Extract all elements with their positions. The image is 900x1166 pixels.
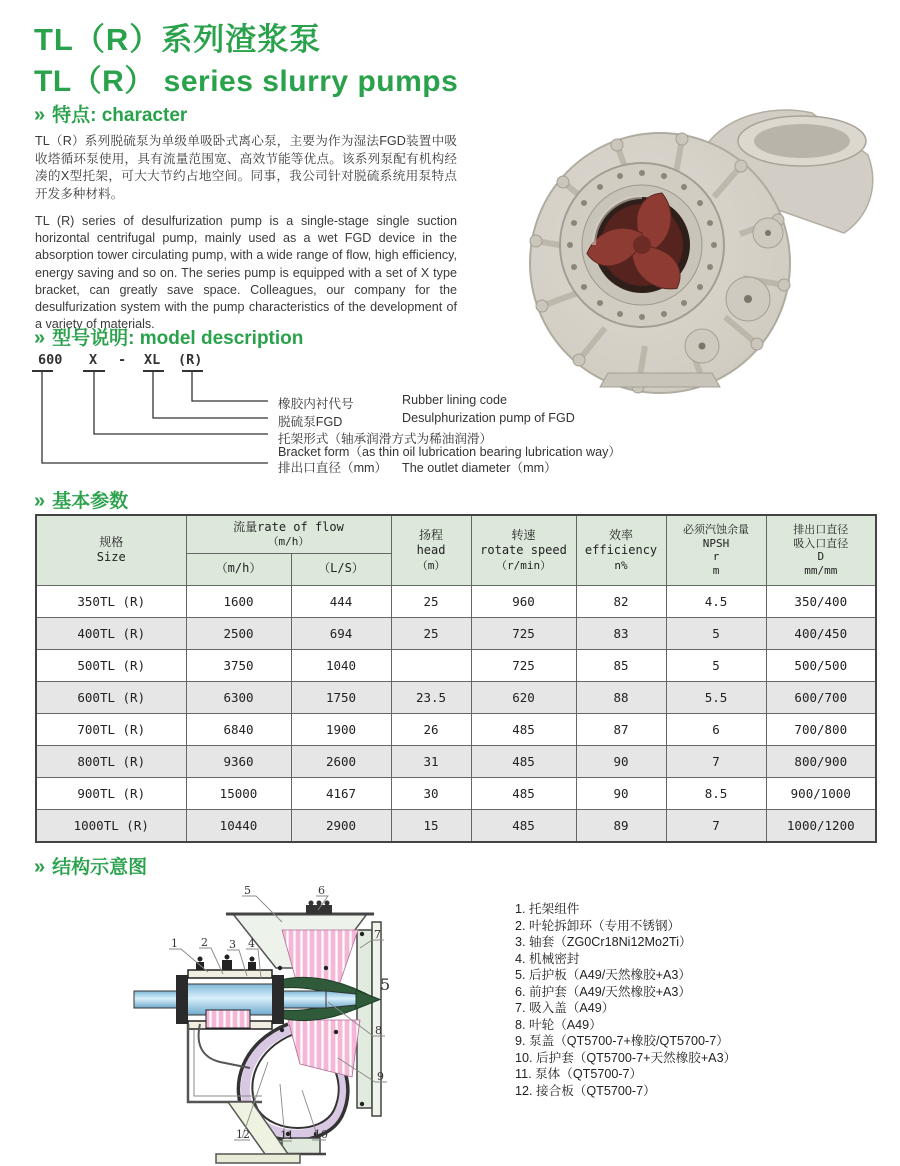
- table-row: [36, 617, 876, 649]
- table-row: [36, 745, 876, 777]
- section-heading-model-zh: 型号说明:: [52, 328, 135, 349]
- page-title-en: TL（R） series slurry pumps: [34, 65, 459, 98]
- parts-list-item: 7. 吸入盖（A49）: [515, 1001, 615, 1015]
- section-marker-icon: »: [34, 490, 46, 512]
- callout-5-top: 5: [244, 884, 251, 897]
- parts-list-item: 2. 叶轮拆卸环（专用不锈钢）: [515, 918, 681, 933]
- col-header-diameter: 排出口直径 吸入口直径 D mm/mm: [766, 515, 876, 585]
- model-diagram-lines: [25, 358, 285, 473]
- table-cell: 350/400: [766, 585, 876, 617]
- table-cell: 10440: [186, 809, 291, 842]
- table-cell: 7: [666, 745, 766, 777]
- col-header-flow-mh: （m/h）: [186, 553, 291, 585]
- section-heading-parameters-zh: 基本参数: [52, 491, 129, 512]
- table-cell: 1900: [291, 713, 391, 745]
- parameters-table: [35, 514, 877, 843]
- table-cell: 1000/1200: [766, 809, 876, 842]
- callout-5-large: 5: [380, 975, 391, 994]
- model-label-outlet-en: The outlet diameter（mm）: [402, 461, 557, 475]
- table-cell: 485: [471, 713, 576, 745]
- callout-8: 8: [375, 1024, 382, 1037]
- section-marker-icon: »: [34, 104, 46, 126]
- section-heading-character-en: character: [101, 105, 188, 126]
- pump-cover-plate: [357, 930, 372, 1108]
- table-cell: 6840: [186, 713, 291, 745]
- table-cell: 500TL (R): [36, 649, 186, 681]
- table-cell: 620: [471, 681, 576, 713]
- table-cell: 85: [576, 649, 666, 681]
- table-cell: 87: [576, 713, 666, 745]
- callout-6: 6: [318, 884, 325, 897]
- parts-list-item: 3. 轴套（ZG0Cr18Ni12Mo2Ti）: [515, 935, 692, 949]
- model-label-rubber-en: Rubber lining code: [402, 393, 508, 407]
- parts-list-item: 6. 前护套（A49/天然橡胶+A3）: [515, 984, 692, 999]
- model-label-outlet-zh: 排出口直径（mm）: [278, 461, 388, 475]
- table-cell: 6300: [186, 681, 291, 713]
- parts-list-item: 9. 泵盖（QT5700-7+橡胶/QT5700-7）: [515, 1034, 729, 1048]
- table-cell: 485: [471, 809, 576, 842]
- section-heading-structure-zh: 结构示意图: [52, 857, 148, 878]
- table-cell: 500/500: [766, 649, 876, 681]
- section-heading-model-en: model description: [139, 328, 304, 349]
- table-cell: 5: [666, 649, 766, 681]
- parts-list-item: 4. 机械密封: [515, 951, 580, 966]
- pump-foot: [600, 373, 720, 387]
- character-paragraph-en: TL (R) series of desulfurization pump is a single-stage single suction horizontal centrifugal pump, mainly used as a wet FGD device in the absorption tower circulating pump, with a wide range of flow, high efficiency, energy saving and so on. The series pump is equipped with a set of X type bracket, can greatly save space. Colleagues, our company for the desulfurization system with the pump characteristics of the development of a variety of materials.: [35, 214, 457, 332]
- table-cell: 700/800: [766, 713, 876, 745]
- parameters-table-header: [36, 515, 876, 585]
- model-token-dash: -: [118, 352, 127, 368]
- table-cell: 23.5: [391, 681, 471, 713]
- table-cell: 960: [471, 585, 576, 617]
- table-cell: 5.5: [666, 681, 766, 713]
- table-cell: 400/450: [766, 617, 876, 649]
- impeller-lower-shroud: [288, 1020, 360, 1077]
- table-cell: 5: [666, 617, 766, 649]
- table-cell: 82: [576, 585, 666, 617]
- section-marker-icon: »: [34, 856, 46, 878]
- parts-list-item: 1. 托架组件: [515, 902, 580, 916]
- col-header-flow-ls: （L/S）: [291, 553, 391, 585]
- table-cell: 88: [576, 681, 666, 713]
- table-cell: 900TL (R): [36, 777, 186, 809]
- table-cell: 800TL (R): [36, 745, 186, 777]
- callout-9: 9: [377, 1070, 384, 1083]
- section-heading-character-zh: 特点:: [52, 105, 97, 126]
- model-label-fgd-en: Desulphurization pump of FGD: [402, 411, 575, 425]
- callout-2: 2: [201, 936, 208, 949]
- col-header-speed: 转速 rotate speed （r/min）: [471, 515, 576, 585]
- pump-photo: [450, 103, 900, 398]
- table-cell: 350TL (R): [36, 585, 186, 617]
- model-token-bracket: X: [89, 352, 98, 368]
- section-heading-parameters: [34, 486, 128, 513]
- params-table-body: [36, 585, 876, 842]
- parts-list-item: 8. 叶轮（A49）: [515, 1017, 602, 1032]
- outlet-flange: [372, 922, 381, 1116]
- table-cell: 90: [576, 745, 666, 777]
- table-cell: 26: [391, 713, 471, 745]
- table-cell: 1750: [291, 681, 391, 713]
- structure-diagram: [130, 872, 510, 1166]
- model-token-diameter: 600: [38, 352, 63, 368]
- table-cell: 900/1000: [766, 777, 876, 809]
- col-header-size: 规格 Size: [36, 515, 186, 585]
- table-cell: 83: [576, 617, 666, 649]
- page-title-zh: TL（R）系列渣浆泵: [34, 22, 322, 57]
- table-cell: 30: [391, 777, 471, 809]
- model-label-rubber-zh: 橡胶内衬代号: [278, 397, 354, 411]
- table-cell: 2900: [291, 809, 391, 842]
- col-header-efficiency: 效率 efficiency n%: [576, 515, 666, 585]
- table-cell: 15000: [186, 777, 291, 809]
- table-cell: 2600: [291, 745, 391, 777]
- section-heading-model: [34, 323, 303, 350]
- front-sleeve-clamp: [306, 905, 332, 914]
- table-cell: 1000TL (R): [36, 809, 186, 842]
- callout-12: 12: [236, 1128, 250, 1141]
- parts-list: [515, 901, 736, 1099]
- model-label-bracket-zh: 托架形式（轴承润滑方式为稀油润滑）: [278, 432, 493, 446]
- table-cell: 600TL (R): [36, 681, 186, 713]
- model-label-fgd-zh: 脱硫泵FGD: [278, 415, 343, 429]
- col-header-head: 扬程 head （m）: [391, 515, 471, 585]
- table-cell: 89: [576, 809, 666, 842]
- table-cell: 4167: [291, 777, 391, 809]
- table-row: [36, 585, 876, 617]
- table-cell: 90: [576, 777, 666, 809]
- table-cell: 600/700: [766, 681, 876, 713]
- table-row: [36, 649, 876, 681]
- table-cell: 485: [471, 777, 576, 809]
- table-cell: 800/900: [766, 745, 876, 777]
- parts-list-item: 10. 后护套（QT5700-7+天然橡胶+A3）: [515, 1050, 737, 1065]
- table-cell: 2500: [186, 617, 291, 649]
- section-heading-character: [34, 100, 187, 127]
- table-cell: 6: [666, 713, 766, 745]
- callout-3: 3: [229, 938, 236, 951]
- callout-1: 1: [171, 937, 178, 950]
- table-cell: [391, 649, 471, 681]
- table-row: [36, 777, 876, 809]
- table-cell: 700TL (R): [36, 713, 186, 745]
- table-row: [36, 681, 876, 713]
- table-cell: 485: [471, 745, 576, 777]
- table-cell: 4.5: [666, 585, 766, 617]
- table-cell: 444: [291, 585, 391, 617]
- callout-7: 7: [374, 928, 381, 941]
- model-token-fgd: XL: [144, 352, 161, 368]
- callout-11: 11: [280, 1129, 294, 1142]
- table-row: [36, 713, 876, 745]
- parts-list-item: 12. 接合板（QT5700-7）: [515, 1083, 656, 1098]
- model-label-bracket-en: Bracket form（as thin oil lubrication bearing lubrication way）: [278, 445, 621, 459]
- col-header-npsh: 必须汽蚀余量 NPSH r m: [666, 515, 766, 585]
- section-marker-icon: »: [34, 327, 46, 349]
- table-cell: 725: [471, 617, 576, 649]
- table-cell: 725: [471, 649, 576, 681]
- table-cell: 694: [291, 617, 391, 649]
- parts-list-item: 5. 后护板（A49/天然橡胶+A3）: [515, 968, 692, 982]
- table-cell: 7: [666, 809, 766, 842]
- model-token-rubber: (R): [178, 352, 203, 368]
- character-paragraph-zh: TL（R）系列脱硫泵为单级单吸卧式离心泵，主要为作为湿法FGD装置中吸收塔循环泵使用，具有流量范围宽、高效节能等优点。该系列泵配有机构经凑的X型托架，可大大节约占地空间。同事，我公司针对脱硫系统用泵特点开发多种材料。: [35, 134, 457, 201]
- table-cell: 31: [391, 745, 471, 777]
- table-cell: 1600: [186, 585, 291, 617]
- callout-4: 4: [248, 937, 255, 950]
- table-cell: 15: [391, 809, 471, 842]
- callout-10: 10: [314, 1128, 328, 1141]
- table-cell: 25: [391, 617, 471, 649]
- table-row: [36, 809, 876, 842]
- table-cell: 25: [391, 585, 471, 617]
- table-cell: 9360: [186, 745, 291, 777]
- parts-list-item: 11. 泵体（QT5700-7）: [515, 1067, 643, 1081]
- table-cell: 3750: [186, 649, 291, 681]
- col-header-flow-group: 流量rate of flow （m/h）: [186, 515, 391, 553]
- table-cell: 400TL (R): [36, 617, 186, 649]
- table-cell: 8.5: [666, 777, 766, 809]
- table-cell: 1040: [291, 649, 391, 681]
